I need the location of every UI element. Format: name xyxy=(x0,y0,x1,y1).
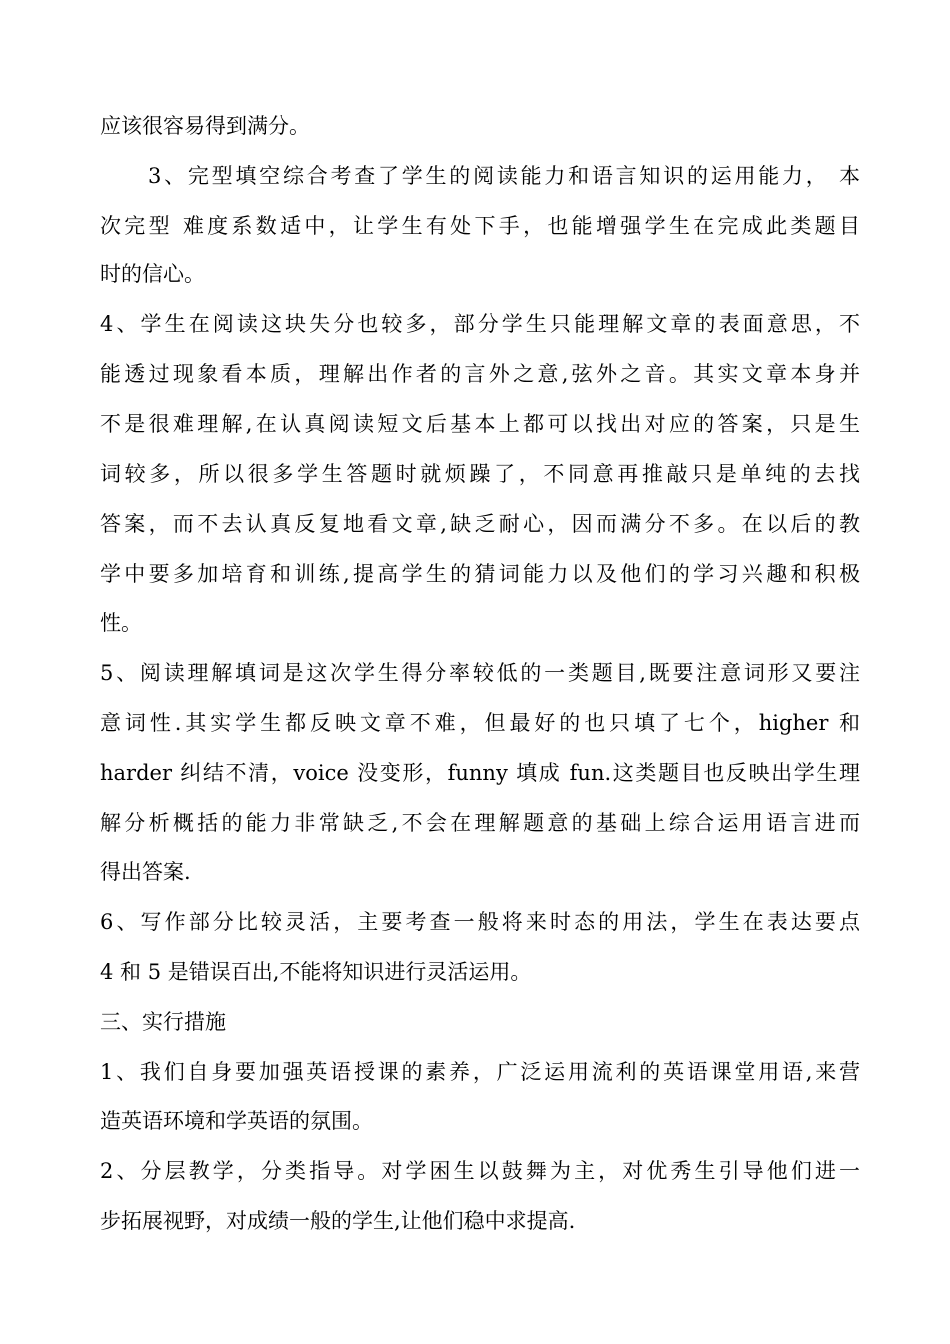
text-line: 步拓展视野，对成绩一般的学生,让他们稳中求提高. xyxy=(100,1209,576,1233)
text-line: 3、完型填空综合考查了学生的阅读能力和语言知识的运用能力， 本 xyxy=(148,164,860,188)
text-line: 造英语环境和学英语的氛围。 xyxy=(100,1109,373,1133)
text-line: harder 纠结不清，voice 没变形，funny 填成 fun.这类题目也反映出学生理 xyxy=(100,761,860,785)
text-line: 次完型 难度系数适中，让学生有处下手，也能增强学生在完成此类题目 xyxy=(100,214,860,238)
text-line: 能透过现象看本质，理解出作者的言外之意,弦外之音。其实文章本身并 xyxy=(100,362,860,386)
text-line: 性。 xyxy=(100,611,142,635)
text-line: 词较多，所以很多学生答题时就烦躁了，不同意再推敲只是单纯的去找 xyxy=(100,462,860,486)
text-line: 6、写作部分比较灵活，主要考查一般将来时态的用法，学生在表达要点 xyxy=(100,910,860,934)
text-line: 意词性.其实学生都反映文章不难，但最好的也只填了七个，higher 和 xyxy=(100,711,860,735)
text-line: 学中要多加培育和训练,提高学生的猜词能力以及他们的学习兴趣和积极 xyxy=(100,562,860,586)
text-line: 应该很容易得到满分。 xyxy=(100,114,310,138)
text-line: 2、分层教学，分类指导。对学困生以鼓舞为主，对优秀生引导他们进一 xyxy=(100,1159,860,1183)
text-line: 不是很难理解,在认真阅读短文后基本上都可以找出对应的答案，只是生 xyxy=(100,412,860,436)
text-line: 时的信心。 xyxy=(100,262,205,286)
text-line: 1、我们自身要加强英语授课的素养，广泛运用流利的英语课堂用语,来营 xyxy=(100,1060,860,1084)
text-line: 4、学生在阅读这块失分也较多，部分学生只能理解文章的表面意思，不 xyxy=(100,312,860,336)
text-line: 答案，而不去认真反复地看文章,缺乏耐心，因而满分不多。在以后的教 xyxy=(100,512,860,536)
text-line: 得出答案. xyxy=(100,860,191,884)
text-line: 解分析概括的能力非常缺乏,不会在理解题意的基础上综合运用语言进而 xyxy=(100,811,860,835)
text-line: 4 和 5 是错误百出,不能将知识进行灵活运用。 xyxy=(100,960,532,984)
section-heading: 三、实行措施 xyxy=(100,1010,226,1034)
text-line: 5、阅读理解填词是这次学生得分率较低的一类题目,既要注意词形又要注 xyxy=(100,661,860,685)
